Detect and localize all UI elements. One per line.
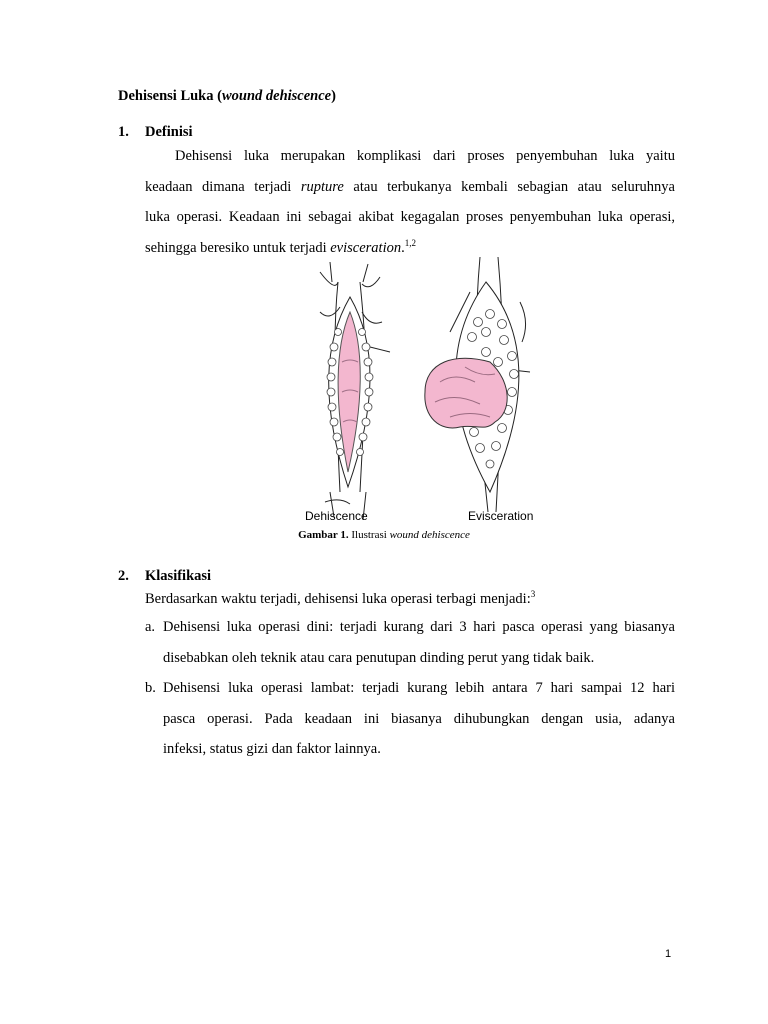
section-1-heading: 1. Definisi xyxy=(118,124,193,140)
list-item: a. Dehisensi luka operasi dini: terjadi kurang dari 3 hari pasca operasi yang biasanya disebabkan oleh teknik atau cara penutupan dinding perut yang tidak baik. xyxy=(145,619,675,666)
section-2-heading: 2. Klasifikasi xyxy=(118,568,212,584)
section-1-paragraph xyxy=(145,141,675,263)
figure-caption: Gambar 1. Ilustrasi wound dehiscence xyxy=(298,529,470,541)
wound-illustration xyxy=(290,252,560,527)
paragraph-line: sehingga beresiko untuk terjadi evisceration.$^{1,2}$ xyxy=(145,237,416,256)
paragraph-line: keadaan dimana terjadi rupture atau terbukanya kembali sebagian atau seluruhnya xyxy=(145,178,675,195)
page-number: 1 xyxy=(665,948,672,960)
paragraph-line: luka operasi. Keadaan ini sebagai akibat kegagalan proses penyembuhan luka operasi, xyxy=(145,209,675,225)
evisceration-drawing xyxy=(425,257,530,512)
figure-label-dehiscence: Dehiscence xyxy=(305,509,368,523)
list-item: b. Dehisensi luka operasi lambat: terjadi kurang lebih antara 7 hari sampai 12 hari pasca operasi. Pada keadaan ini biasanya dihubungkan dengan usia, adanya infeksi, status gizi dan faktor lainnya. xyxy=(145,680,675,757)
classification-list xyxy=(145,586,675,765)
paragraph-line: Dehisensi luka merupakan komplikasi dari proses penyembuhan luka yaitu xyxy=(175,148,675,164)
protruding-bowel xyxy=(425,358,507,428)
citation: 1,2 xyxy=(404,237,416,248)
title-italic: wound dehiscence xyxy=(221,88,332,104)
citation: 3 xyxy=(530,589,536,599)
dehiscence-drawing xyxy=(320,262,390,520)
document-title: Dehisensi Luka (wound dehiscence) xyxy=(118,88,336,104)
figure-label-evisceration: Evisceration xyxy=(468,509,534,523)
section-2-intro: Berdasarkan waktu terjadi, dehisensi luka operasi terbagi menjadi:$^3$ xyxy=(145,589,536,607)
